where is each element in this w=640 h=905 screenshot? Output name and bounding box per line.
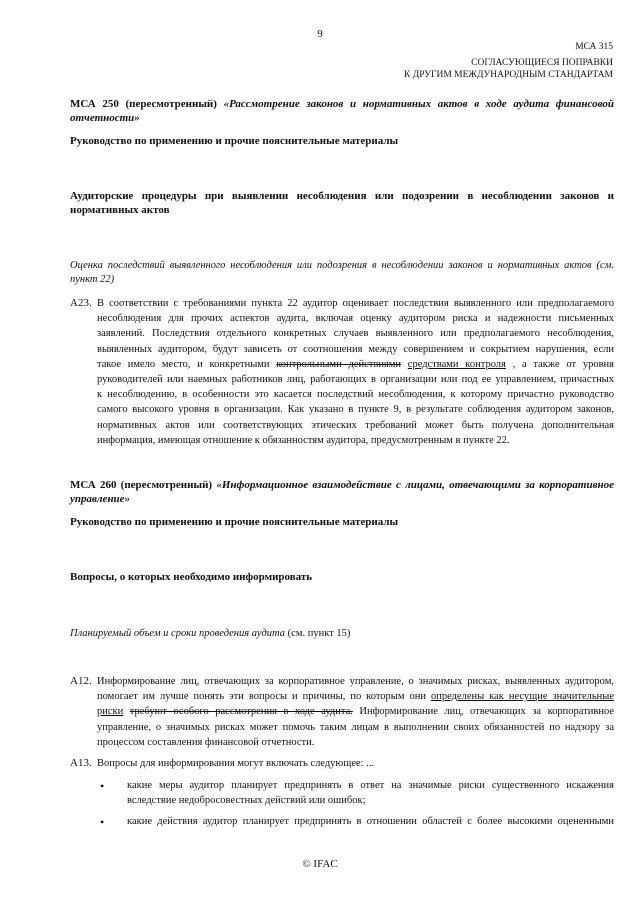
a23-line: нормативных актов или соответствующих этических требований может быть получена дополнительная — [97, 419, 614, 431]
isa250-title-line2: отчетности» — [70, 112, 140, 124]
a23-line: к несоблюдению, в особенности это касается последствий несоблюдения, к которому причастно руководство — [97, 389, 614, 401]
a12-line-amended — [97, 704, 614, 719]
paragraph-number-a13: А13. — [70, 757, 92, 769]
isa260-subsection-title: Планируемый объем и сроки проведения аудита — [70, 628, 286, 639]
page-number: 9 — [317, 28, 323, 40]
running-header-line2: К ДРУГИМ МЕЖДУНАРОДНЫМ СТАНДАРТАМ — [404, 70, 613, 80]
deleted-text: контрольными действиями — [276, 358, 402, 370]
paragraph-a23 — [97, 296, 614, 448]
a23-line: самого высокого уровня в организации. Как указано в пункте 9, в результате соблюдения аудитором законов, — [97, 404, 614, 416]
a23-line: руководителей или наемных работников лиц, работающих в организации или под ее управлением, причастных — [97, 374, 614, 386]
bullet-marker: • — [100, 779, 105, 793]
deleted-text: требуют особого рассмотрения в ходе аудита. — [129, 706, 353, 718]
running-header — [404, 57, 613, 81]
isa260-label: МСА 260 (пересмотренный) — [70, 479, 213, 491]
inserted-text: определены как несущие значительные — [430, 691, 614, 703]
isa250-section-heading-line2: нормативных актов — [70, 204, 170, 216]
paragraph-a13-intro — [97, 756, 614, 771]
footer-copyright: © IFAC — [302, 858, 338, 870]
isa260-title-line2: управление» — [70, 493, 131, 505]
a12-text: Информирование лиц, отвечающих за корпоративное — [359, 706, 614, 718]
inserted-text: средствами контроля — [407, 358, 506, 370]
a13-intro: Вопросы для информирования могут включать следующее: ... — [97, 758, 375, 769]
isa260-subsection-ref: (см. пункт 15) — [287, 628, 351, 639]
a12-line: процессом составления финансовой отчетности. — [97, 736, 315, 748]
a12-line: Информирование лиц, отвечающих за корпоративное управление, о значимых рисках, выявленных аудитором, — [97, 676, 614, 687]
isa260-guidance-heading: Руководство по применению и прочие пояснительные материалы — [70, 516, 399, 528]
a23-line: информация, имеющая отношение к обязанностям аудитора, предусмотренным в пункте 22. — [97, 434, 510, 446]
a23-line: заявлений. Последствия отдельного конкретных случаев выявленного или предполагаемого несоблюдения, — [97, 328, 614, 340]
isa250-section-heading-line1: Аудиторские процедуры при выявлении несоблюдения или подозрении в несоблюдении законов и — [70, 190, 614, 202]
a12-line-amended — [97, 689, 614, 704]
a23-text: , а также от уровня — [512, 358, 614, 370]
isa250-subsection-line2: пункт 22) — [70, 274, 115, 285]
isa250-heading — [70, 97, 614, 112]
isa260-heading — [70, 478, 614, 493]
isa250-guidance-heading: Руководство по применению и прочие пояснительные материалы — [70, 135, 399, 147]
isa250-label: МСА 250 (пересмотренный) — [70, 98, 217, 110]
paragraph-number-a12: А12. — [70, 675, 92, 687]
a23-line-amended — [97, 357, 614, 372]
a23-line: выявленных аудитором, будут зависеть от соотношения между совершением и сокрытием нарушения, если — [97, 343, 614, 355]
isa260-subsection — [70, 626, 614, 641]
bullet-item-2 — [127, 814, 614, 829]
a12-line: управление, о значимых рисках может помочь таким лицам в выполнении своих обязанностей по надзору за — [97, 721, 614, 733]
a23-line: В соответствии с требованиями пункта 22 аудитор оценивает последствия выявленного или предполагаемого — [97, 298, 614, 309]
bullet-marker: • — [100, 815, 105, 829]
a23-line: несоблюдения для прочих аспектов аудита, включая оценку аудитором риска и надежности письменных — [97, 313, 614, 325]
bullet-1-line: какие меры аудитор планирует предпринять в ответ на значимые риски существенного искажения — [127, 780, 614, 791]
isa250-subsection-line1: Оценка последствий выявленного несоблюдения или подозрения в несоблюдении законов и нормативных актов (см. — [70, 260, 614, 271]
a23-text: такое имело место, и конкретными — [97, 358, 270, 370]
bullet-1-line: вследствие недобросовестных действий или ошибок; — [127, 795, 366, 806]
inserted-text: риски — [97, 706, 124, 718]
a12-text: помогает им лучше понять эти вопросы и причины, по которым они — [97, 691, 426, 703]
bullet-2-line: какие действия аудитор планирует предпринять в отношении областей с более высокими оцененными — [127, 816, 614, 827]
isa260-title-line1: «Информационное взаимодействие с лицами, отвечающими за корпоративное — [216, 479, 615, 491]
running-header-line1: СОГЛАСУЮЩИЕСЯ ПОПРАВКИ — [471, 58, 613, 68]
isa260-section-heading: Вопросы, о которых необходимо информировать — [70, 571, 313, 583]
isa250-title-line1: «Рассмотрение законов и нормативных актов в ходе аудита финансовой — [223, 98, 614, 110]
paragraph-number-a23: А23. — [70, 297, 92, 309]
paragraph-a12 — [97, 674, 614, 750]
bullet-item-1 — [127, 778, 614, 808]
standard-code: МСА 315 — [575, 42, 613, 52]
